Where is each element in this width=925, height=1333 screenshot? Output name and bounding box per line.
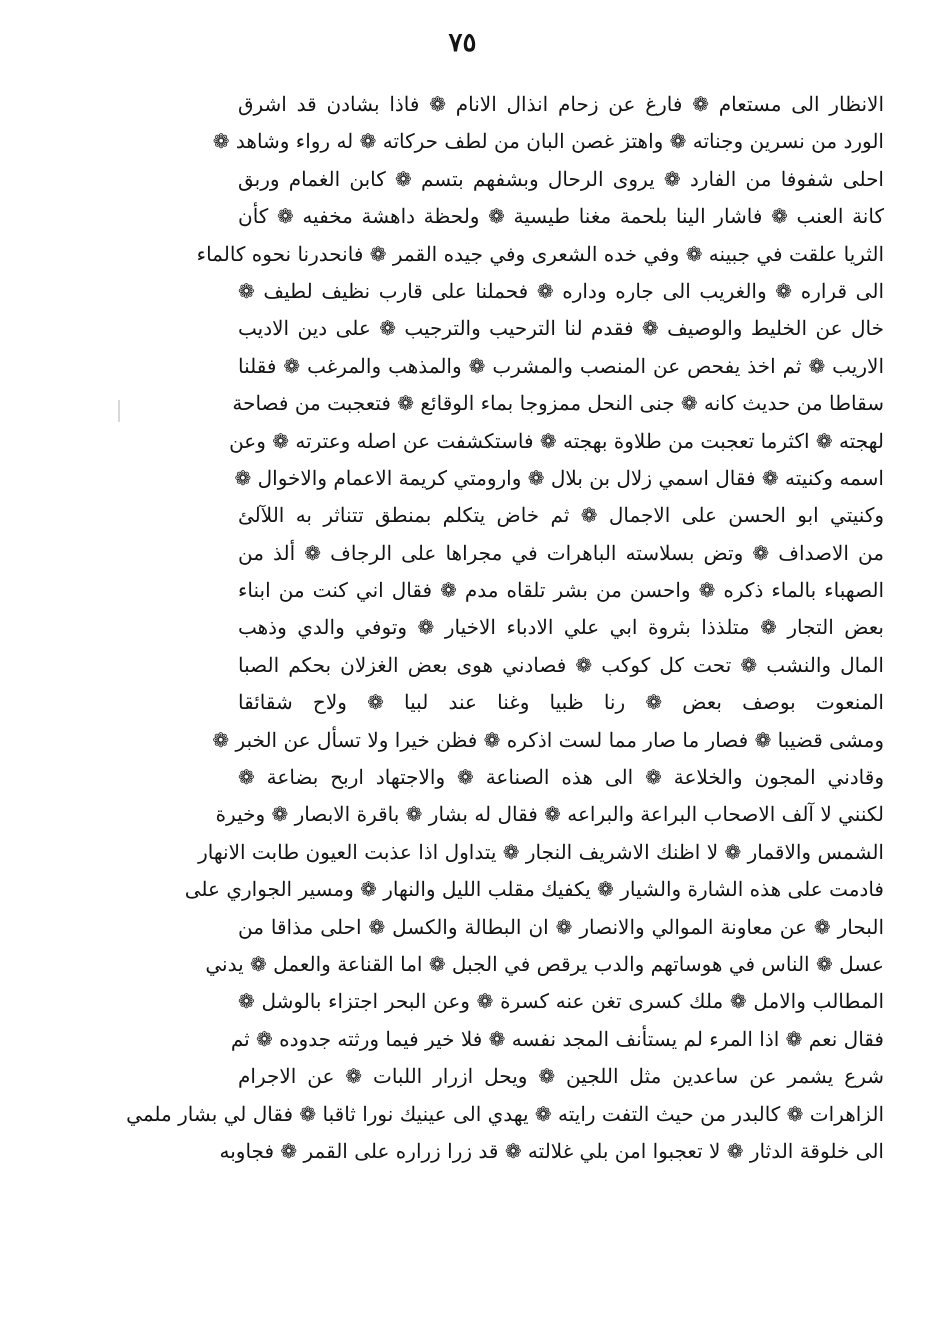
text-line: وكنيتي ابو الحسن على الاجمال ❁ ثم خاض يتكلم بمنطق تتناثر به اللآلئ <box>238 503 884 528</box>
text-line: سقاطا من حديث كانه ❁ جنى النحل ممزوجا بماء الوقائع ❁ فتعجبت من فصاحة <box>232 391 884 416</box>
text-line: اسمه وكنيته ❁ فقال اسمي زلال بن بلال ❁ وارومتي كريمة الاعمام والاخوال ❁ <box>234 465 884 490</box>
text-line: الى قراره ❁ والغريب الى جاره وداره ❁ فحملنا على قارب نظيف لطيف ❁ <box>238 278 884 303</box>
scan-mark <box>118 400 120 422</box>
text-line: عسل ❁ الناس في هوساتهم والدب يرقص في الجبل ❁ اما القناعة والعمل ❁ يدني <box>205 951 884 976</box>
text-line: المال والنشب ❁ تحت كل كوكب ❁ فصادني هوى بعض الغزلان بحكم الصبا <box>238 652 884 677</box>
text-line: الثريا علقت في جبينه ❁ وفي خده الشعرى وفي جيده القمر ❁ فانحدرنا نحوه كالماء <box>196 241 884 266</box>
text-line: الصهباء بالماء ذكره ❁ واحسن من بشر تلقاه مدم ❁ فقال اني كنت من ابناء <box>238 578 884 603</box>
text-line: الشمس والاقمار ❁ لا اظنك الاشريف النجار ❁ يتداول اذا عذبت العيون طابت الانهار <box>198 839 884 864</box>
text-line: كانة العنب ❁ فاشار الينا بلحمة مغنا طيسية ❁ ولحظة داهشة مخفيه ❁ كأن <box>238 204 884 229</box>
text-line: بعض التجار ❁ متلذذا بثروة ابي علي الادباء الاخيار ❁ وتوفي والدي وذهب <box>238 615 884 640</box>
text-line: الى خلوقة الدثار ❁ لا تعجبوا امن بلي غلالته ❁ قد زرا زراره على القمر ❁ فجاوبه <box>219 1138 884 1163</box>
text-line: الانظار الى مستعام ❁ فارغ عن زحام انذال الانام ❁ فاذا بشادن قد اشرق <box>238 92 884 116</box>
page-number: ٧٥ <box>448 28 477 58</box>
text-line: المنعوت بوصف بعض ❁ رنا ظبيا وغنا عند لبيا ❁ ولاح شقائقا <box>238 690 884 715</box>
text-line: المطالب والامل ❁ ملك كسرى تغن عنه كسرة ❁ وعن البحر اجتزاء بالوشل ❁ <box>238 989 884 1014</box>
text-line: فقال نعم ❁ اذا المرء لم يستأنف المجد نفسه ❁ فلا خير فيما ورثته جدوده ❁ ثم <box>230 1026 884 1051</box>
text-line: ومشى قضيبا ❁ فصار ما صار مما لست اذكره ❁ فظن خيرا ولا تسأل عن الخبر ❁ <box>212 727 884 752</box>
text-line: الزاهرات ❁ كالبدر من حيث التفت رايته ❁ يهدي الى عينيك نورا ثاقبا ❁ فقال لي بشار ملمي <box>126 1101 884 1126</box>
body-text <box>126 86 884 1170</box>
text-line: لهجته ❁ اكثرما تعجبت من طلاوة بهجته ❁ فاستكشفت عن اصله وعترته ❁ وعن <box>229 428 884 453</box>
text-line: احلى شفوفا من الفارد ❁ يروى الرحال وبشفهم بتسم ❁ كابن الغمام وربق <box>238 166 884 191</box>
text-line: البحار ❁ عن معاونة الموالي والانصار ❁ ان البطالة والكسل ❁ احلى مذاقا من <box>238 914 884 939</box>
text-line: خال عن الخليط والوصيف ❁ فقدم لنا الترحيب والترجيب ❁ على دين الاديب <box>238 316 884 341</box>
text-line: لكنني لا آلف الاصحاب البراعة والبراعه ❁ فقال له بشار ❁ باقرة الابصار ❁ وخيرة <box>215 802 884 827</box>
text-line: الاريب ❁ ثم اخذ يفحص عن المنصب والمشرب ❁ والمذهب والمرغب ❁ فقلنا <box>238 353 884 378</box>
text-line: وقادني المجون والخلاعة ❁ الى هذه الصناعة ❁ والاجتهاد اربح بضاعة ❁ <box>238 765 884 790</box>
text-line: شرع يشمر عن ساعدين مثل اللجين ❁ ويحل ازرار اللبات ❁ عن الاجرام <box>238 1064 884 1089</box>
text-line: فادمت على هذه الشارة والشيار ❁ يكفيك مقلب الليل والنهار ❁ ومسير الجواري على <box>184 877 884 902</box>
text-line: من الاصداف ❁ وتض بسلاسته الباهرات في مجراها على الرجاف ❁ ألذ من <box>238 540 884 565</box>
text-line: الورد من نسرين وجناته ❁ واهتز غصن البان من لطف حركاته ❁ له رواء وشاهد ❁ <box>212 129 884 154</box>
